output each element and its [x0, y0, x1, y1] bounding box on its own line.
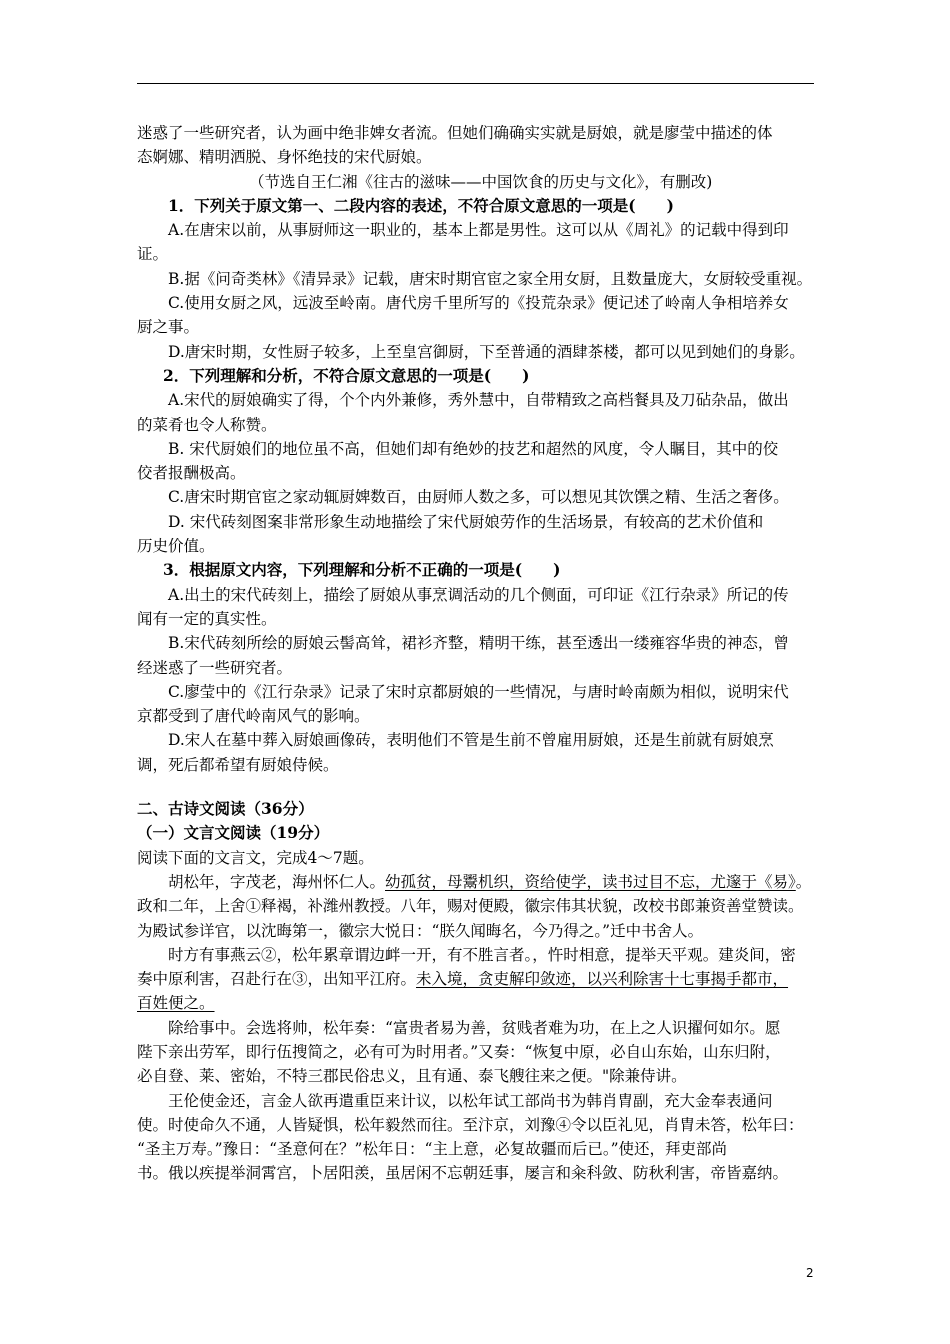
q2-option-b: B. 宋代厨娘们的地位虽不高，但她们却有绝妙的技艺和超然的风度，令人瞩目，其中的佼 — [168, 439, 779, 458]
q1-option-c: C.使用女厨之风，远波至岭南。唐代房千里所写的《投荒杂录》便记述了岭南人争相培养女 — [168, 294, 789, 313]
q2-option-d-cont: 历史价值。 — [137, 537, 215, 556]
classical-text-line: 除给事中。会选将帅，松年奏：“富贵者易为善，贫贱者难为功，在上之人识擢何如尔。愿 — [168, 1018, 781, 1037]
q2-option-a-cont: 的菜肴也令人称赞。 — [137, 415, 277, 434]
text-line: 态婀娜、精明洒脱、身怀绝技的宋代厨娘。 — [137, 148, 432, 167]
page-number: 2 — [806, 1266, 814, 1280]
q1-option-a-cont: 证。 — [137, 245, 169, 264]
document-body — [137, 121, 817, 1186]
q3-option-c: C.廖莹中的《江行杂录》记录了宋时京都厨娘的一些情况，与唐时岭南颇为相似，说明宋代 — [168, 682, 789, 701]
section-2-instruction: 阅读下面的文言文，完成4～7题。 — [137, 848, 374, 867]
q3-option-a: A.出土的宋代砖刻上，描绘了厨娘从事烹调活动的几个侧面，可印证《江行杂录》所记的传 — [168, 585, 789, 604]
section-2-subtitle: （一）文言文阅读（19分） — [137, 823, 330, 843]
section-2-title: 二、古诗文阅读（36分） — [137, 799, 314, 819]
classical-text-line: 书。俄以疾提举洞霄宫，卜居阳羡，虽居闲不忘朝廷事，屡言和籴科敛、防秋利害，帝皆嘉纳。 — [137, 1164, 789, 1183]
q3-option-b-cont: 经迷惑了一些研究者。 — [137, 658, 293, 677]
source-caption: （节选自王仁湘《往古的滋味——中国饮食的历史与文化》，有删改) — [249, 172, 713, 191]
underlined-sentence: 未入境，贪吏解印敛迹，以兴利除害十七事揭手都市， — [416, 970, 789, 989]
section-gap — [137, 777, 817, 797]
question-1-stem: 1．下列关于原文第一、二段内容的表述，不符合原文意思的一项是( ) — [168, 195, 674, 215]
classical-text-line: 必自登、莱、密始，不特三郡民俗忠义，且有通、泰飞艘往来之便。"除兼侍讲。 — [137, 1067, 687, 1086]
classical-text-line: “圣主万寿。”豫日：“圣意何在？”松年日：“主上意，必复故疆而后已。”使还，拜吏部尚 — [137, 1140, 728, 1159]
underlined-sentence: 百姓便之。 — [137, 994, 215, 1013]
classical-text-line: 奏中原利害，召赴行在③，出知平江府。未入境，贪吏解印敛迹，以兴利除害十七事揭手都市， — [137, 970, 789, 989]
q2-option-c: C.唐宋时期官宦之家动辄厨婢数百，由厨师人数之多，可以想见其饮馔之精、生活之奢侈。 — [168, 488, 789, 507]
classical-text-line — [137, 991, 817, 1015]
text-line: 迷惑了一些研究者，认为画中绝非婢女者流。但她们确确实实就是厨娘，就是廖莹中描述的体 — [137, 124, 773, 142]
q3-option-b: B.宋代砖刻所绘的厨娘云髻高耸，裙衫齐整，精明干练，甚至透出一缕雍容华贵的神态，曾 — [168, 634, 789, 653]
header-rule — [137, 83, 814, 84]
classical-text-line: 政和二年，上舍①释褐，补潍州教授。八年，赐对便殿，徽宗伟其状貌，改校书郎兼资善堂赞读。 — [137, 897, 804, 916]
q3-option-a-cont: 闻有一定的真实性。 — [137, 609, 277, 628]
question-3-stem: 3．根据原文内容，下列理解和分析不正确的一项是( ) — [163, 560, 561, 580]
q3-option-d-cont: 调，死后都希望有厨娘侍候。 — [137, 755, 339, 774]
q2-option-a: A.宋代的厨娘确实了得，个个内外兼修，秀外慧中，自带精致之高档餐具及刀砧杂品，做出 — [168, 391, 789, 410]
classical-text-line: 王伦使金还，言金人欲再遣重臣来计议，以松年试工部尚书为韩肖胄副，充大金奉表通问 — [168, 1091, 773, 1110]
classical-text-line: 陛下亲出劳军，即行伍搜简之，必有可为时用者。”又奏：“恢复中原，必自山东始，山东归附， — [137, 1042, 781, 1061]
q1-option-a: A.在唐宋以前，从事厨师这一职业的，基本上都是男性。这可以从《周礼》的记载中得到印 — [168, 221, 789, 240]
q1-option-d: D.唐宋时期，女性厨子较多，上至皇宫御厨，下至普通的酒肆茶楼，都可以见到她们的身影。 — [168, 342, 805, 361]
classical-text-line: 时方有事燕云②，松年累章谓边衅一开，有不胜言者。，忤时相意，提举天平观。建炎间，密 — [168, 945, 796, 964]
q1-option-c-cont: 厨之事。 — [137, 318, 200, 337]
q2-option-b-cont: 佼者报酬极高。 — [137, 464, 246, 483]
question-2-stem: 2．下列理解和分析，不符合原文意思的一项是( ) — [163, 365, 530, 385]
classical-text-line: 为殿试参详官，以沈晦第一，徽宗大悦日：“朕久闻晦名，今乃得之。”迁中书舍人。 — [137, 921, 704, 940]
q3-option-d: D.宋人在墓中葬入厨娘画像砖，表明他们不管是生前不曾雇用厨娘，还是生前就有厨娘烹 — [168, 731, 774, 750]
q2-option-d: D. 宋代砖刻图案非常形象生动地描绘了宋代厨娘劳作的生活场景，有较高的艺术价值和 — [168, 512, 764, 531]
q3-option-c-cont: 京都受到了唐代岭南风气的影响。 — [137, 707, 370, 726]
classical-text-line: 使。时使命久不通，人皆疑惧，松年毅然而往。至汴京，刘豫④令以臣礼见，肖胄未答，松年曰： — [137, 1115, 804, 1134]
q1-option-b: B.据《问奇类林》《清异录》记载，唐宋时期官宦之家全用女厨，且数量庞大，女厨较受重视。 — [168, 269, 813, 288]
classical-text-line: 胡松年，字茂老，海州怀仁人。幼孤贫，母鬻机织，资给使学，读书过目不忘，尤邃于《易》。 — [168, 872, 812, 891]
underlined-sentence: 幼孤贫，母鬻机织，资给使学，读书过目不忘，尤邃于《易》 — [385, 872, 796, 891]
